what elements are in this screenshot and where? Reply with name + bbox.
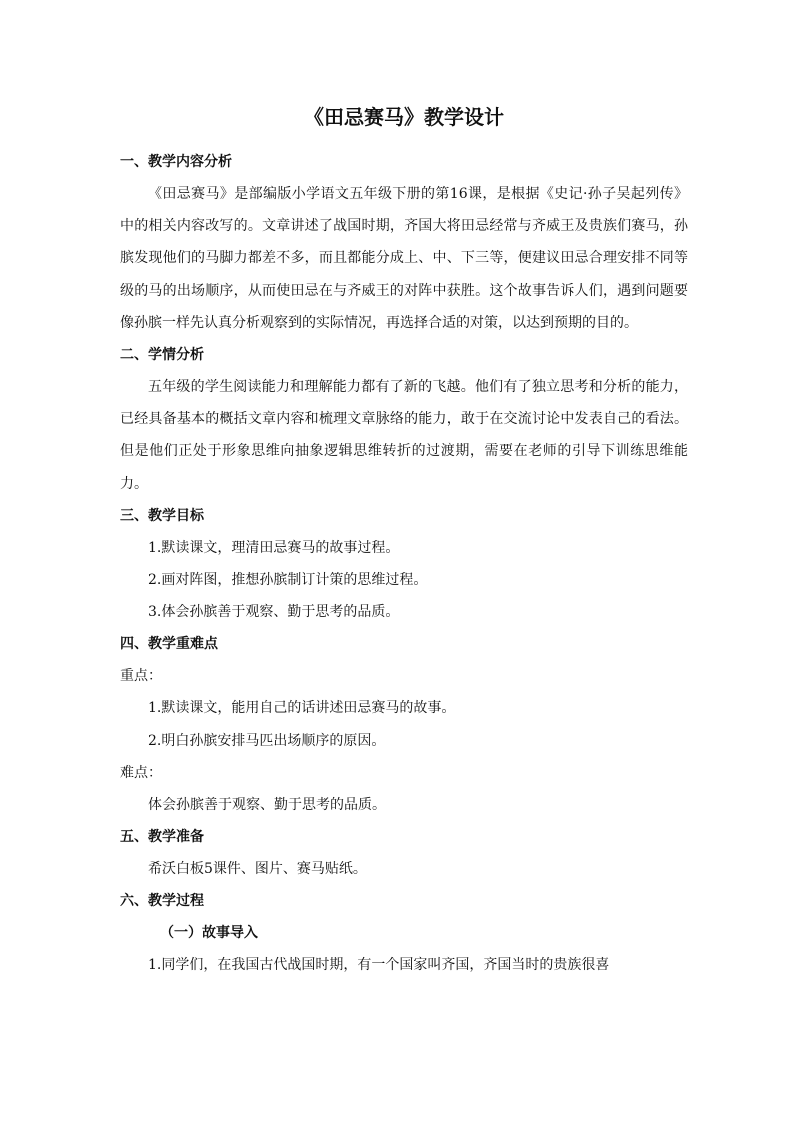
section-heading-teaching-process: 六、教学过程	[120, 893, 204, 910]
paragraph-teaching-preparation: 希沃白板5课件、图片、赛马贴纸。	[148, 861, 367, 878]
section-heading-student-analysis: 二、学情分析	[120, 347, 204, 364]
key-points-label: 重点：	[120, 668, 162, 685]
difficult-points-label: 难点：	[120, 764, 162, 781]
key-point-item: 2.明白孙膑安排马匹出场顺序的原因。	[148, 732, 386, 749]
section-heading-teaching-preparation: 五、教学准备	[120, 829, 204, 846]
section-heading-key-difficult-points: 四、教学重难点	[120, 636, 218, 653]
paragraph-content-analysis: 《田忌赛马》是部编版小学语文五年级下册的第16课，是根据《史记·孙子吴起列传》中的相关内容改写的。文章讲述了战国时期，齐国大将田忌经常与齐威王及贵族们赛马，孙膑发现他们的马脚力都差不多，而且都能分成上、中、下三等，便建议田忌合理安排不同等级的马的出场顺序，从而使田忌在与齐威王的对阵中获胜。这个故事告诉人们，遇到问题要像孙膑一样先认真分析观察到的实际情况，再选择合适的对策，以达到预期的目的。	[120, 186, 688, 331]
goal-item: 2.画对阵图，推想孙膑制订计策的思维过程。	[148, 572, 428, 589]
paragraph-story-intro: 1.同学们，在我国古代战国时期，有一个国家叫齐国，齐国当时的贵族很喜	[148, 957, 610, 974]
document-content	[120, 100, 688, 981]
section-heading-teaching-goals: 三、教学目标	[120, 507, 204, 524]
document-title: 《田忌赛马》教学设计	[304, 105, 504, 129]
difficult-point-item: 体会孙膑善于观察、勤于思考的品质。	[148, 796, 386, 813]
paragraph-student-analysis: 五年级的学生阅读能力和理解能力都有了新的飞越。他们有了独立思考和分析的能力，已经具备基本的概括文章内容和梳理文章脉络的能力，敢于在交流讨论中发表自己的看法。但是他们正处于形象思维向抽象逻辑思维转折的过渡期，需要在老师的引导下训练思维能力。	[120, 379, 688, 492]
section-heading-content-analysis: 一、教学内容分析	[120, 154, 232, 170]
goal-item: 1.默读课文，理清田忌赛马的故事过程。	[148, 539, 400, 556]
key-point-item: 1.默读课文，能用自己的话讲述田忌赛马的故事。	[148, 700, 456, 717]
goal-item: 3.体会孙膑善于观察、勤于思考的品质。	[148, 604, 400, 621]
subsection-heading-story-intro: （一）故事导入	[160, 925, 258, 942]
